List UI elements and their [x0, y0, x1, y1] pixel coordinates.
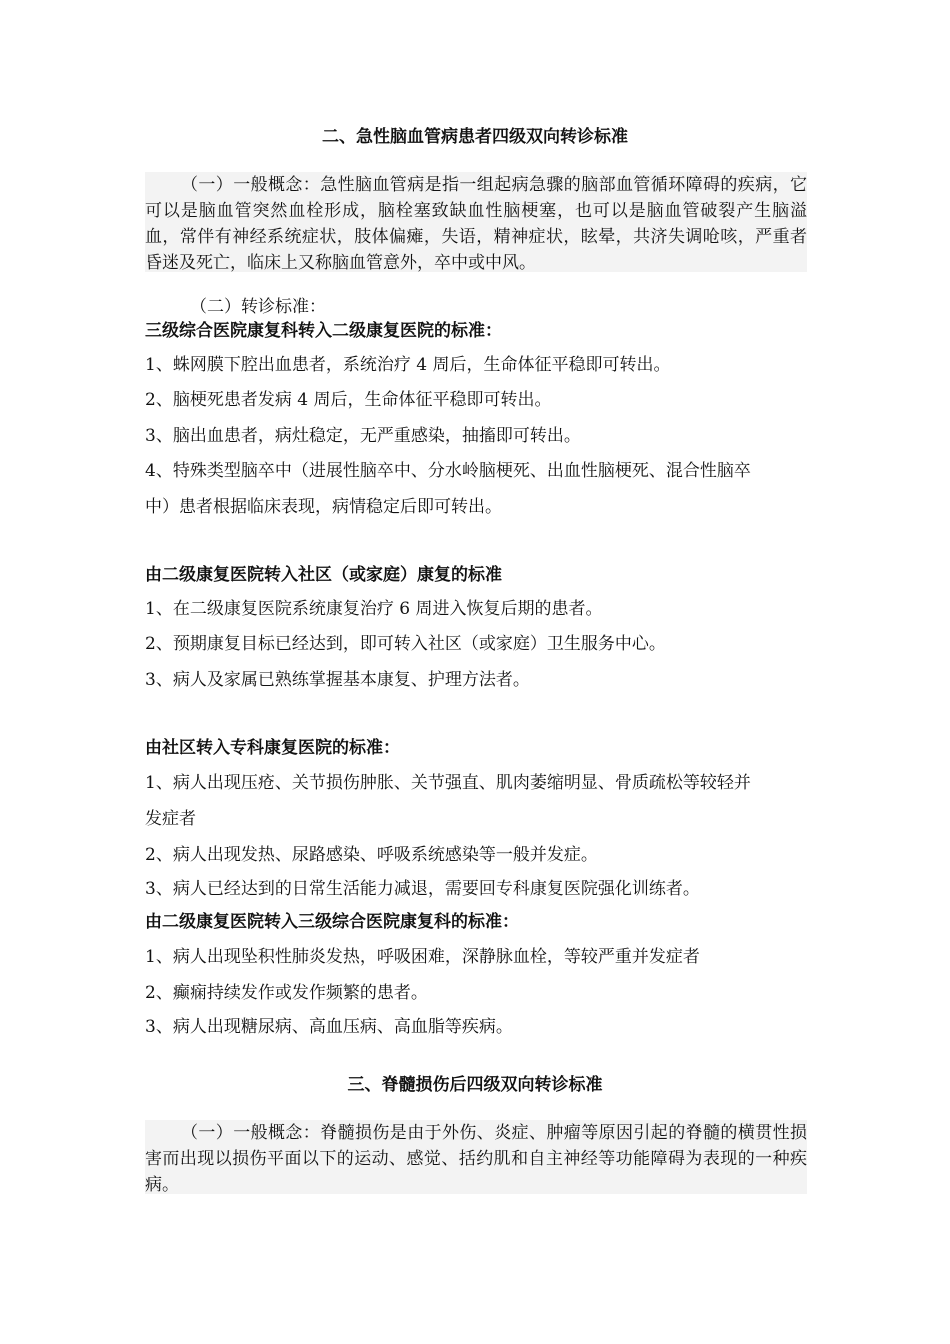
group-1-item: 1、蛛网膜下腔出血患者，系统治疗 4 周后，生命体征平稳即可转出。	[145, 355, 671, 375]
group-2-item: 3、病人及家属已熟练掌握基本康复、护理方法者。	[145, 670, 530, 690]
group-2-heading: 由二级康复医院转入社区（或家庭）康复的标准	[145, 565, 502, 585]
section-3-concept: （一）一般概念：脊髓损伤是由于外伤、炎症、肿瘤等原因引起的脊髓的横贯性损害而出现以损伤平面以下的运动、感觉、括约肌和自主神经等功能障碍为表现的一种疾病。	[145, 1120, 807, 1194]
criteria-label: （二）转诊标准：	[190, 297, 326, 317]
group-1-item: 3、脑出血患者，病灶稳定，无严重感染，抽搐即可转出。	[145, 426, 581, 446]
group-3-item: 发症者	[145, 809, 196, 829]
group-4-heading: 由二级康复医院转入三级综合医院康复科的标准：	[145, 912, 519, 932]
group-1-heading: 三级综合医院康复科转入二级康复医院的标准：	[145, 321, 502, 341]
group-1-item: 2、脑梗死患者发病 4 周后，生命体征平稳即可转出。	[145, 390, 552, 410]
group-3-item: 2、病人出现发热、尿路感染、呼吸系统感染等一般并发症。	[145, 845, 598, 865]
group-4-item: 1、病人出现坠积性肺炎发热，呼吸困难，深静脉血栓，等较严重并发症者	[145, 947, 700, 967]
group-4-item: 3、病人出现糖尿病、高血压病、高血脂等疾病。	[145, 1017, 513, 1037]
group-1-item: 中）患者根据临床表现，病情稳定后即可转出。	[145, 497, 502, 517]
group-1-item: 4、特殊类型脑卒中（进展性脑卒中、分水岭脑梗死、出血性脑梗死、混合性脑卒	[145, 461, 751, 481]
section-2-title: 二、急性脑血管病患者四级双向转诊标准	[322, 127, 628, 147]
group-3-item: 1、病人出现压疮、关节损伤肿胀、关节强直、肌肉萎缩明显、骨质疏松等较轻并	[145, 773, 751, 793]
group-3-item: 3、病人已经达到的日常生活能力减退，需要回专科康复医院强化训练者。	[145, 879, 700, 899]
section-2-concept: （一）一般概念：急性脑血管病是指一组起病急骤的脑部血管循环障碍的疾病，它可以是脑血管突然血栓形成，脑栓塞致缺血性脑梗塞，也可以是脑血管破裂产生脑溢血，常伴有神经系统症状，肢体偏瘫，失语，精神症状，眩晕，共济失调呛咳，严重者昏迷及死亡，临床上又称脑血管意外，卒中或中风。	[145, 172, 807, 272]
group-3-heading: 由社区转入专科康复医院的标准：	[145, 738, 400, 758]
group-4-item: 2、癫痫持续发作或发作频繁的患者。	[145, 983, 428, 1003]
section-3-title: 三、脊髓损伤后四级双向转诊标准	[347, 1075, 603, 1095]
group-2-item: 1、在二级康复医院系统康复治疗 6 周进入恢复后期的患者。	[145, 599, 603, 619]
group-2-item: 2、预期康复目标已经达到，即可转入社区（或家庭）卫生服务中心。	[145, 634, 666, 654]
